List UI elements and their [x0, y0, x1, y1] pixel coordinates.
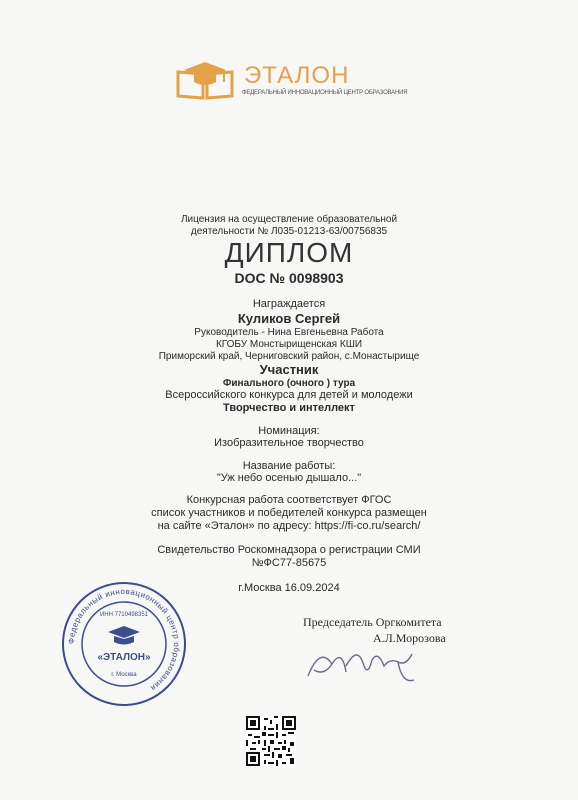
- qr-code: [246, 716, 296, 766]
- nomination-label: Номинация:: [258, 425, 320, 437]
- graduation-book-icon: [172, 58, 238, 102]
- chair-name: А.Л.Морозова: [373, 631, 446, 645]
- license-line-1: Лицензия на осуществление образовательной: [180, 214, 398, 225]
- logo-title: ЭТАЛОН: [244, 62, 350, 89]
- recipient-name: Куликов Сергей: [237, 311, 341, 326]
- work-label: Название работы:: [242, 460, 336, 472]
- role-title: Участник: [259, 362, 319, 377]
- stamp-city: г. Москва: [111, 672, 137, 678]
- chair-title: Председатель Оргкомитета: [303, 615, 442, 629]
- compliance-line-1: Конкурсная работа соответствует ФГОС: [186, 494, 392, 506]
- logo-subtitle: ФЕДЕРАЛЬНЫЙ ИННОВАЦИОННЫЙ ЦЕНТР ОБРАЗОВАНИЯ: [242, 90, 408, 96]
- document-number: DOC № 0098903: [234, 270, 344, 286]
- contest-line: Всероссийского конкурса для детей и молодежи: [165, 389, 413, 401]
- contest-name: Творчество и интеллект: [223, 402, 355, 414]
- place-date: г.Москва 16.09.2024: [238, 582, 340, 594]
- compliance-line-3: на сайте «Эталон» по адресу: https://fi-co.ru/search/: [157, 520, 421, 532]
- diploma-title: ДИПЛОМ: [224, 237, 354, 268]
- work-title: "Уж небо осенью дышало...": [216, 472, 362, 484]
- round-line: Финального (очного ) тура: [222, 378, 356, 389]
- compliance-line-2: список участников и победителей конкурса размещен: [151, 507, 427, 519]
- license-line-2: деятельности № Л035-01213-63/00756835: [190, 226, 388, 237]
- stamp-ring-text: Федеральный инновационный центр образования: [66, 586, 182, 693]
- registration-line-2: №ФС77-85675: [251, 557, 327, 569]
- registration-line-1: Свидетельство Роскомнадзора о регистрации СМИ: [157, 544, 421, 556]
- etalon-logo: [172, 58, 408, 102]
- location-line: Приморский край, Черниговский район, с.Монастырище: [158, 351, 420, 362]
- organization-stamp: [60, 580, 188, 708]
- nomination-value: Изобразительное творчество: [214, 437, 364, 449]
- stamp-center-text: «ЭТАЛОН»: [97, 652, 151, 663]
- handwritten-signature: [302, 636, 442, 686]
- supervisor-line: Руководитель - Нина Евгеньевна Работа: [194, 327, 384, 338]
- stamp-inn: ИНН 7710498351: [99, 612, 149, 618]
- awarded-label: Награждается: [252, 298, 326, 310]
- school-line: КГОБУ Монстырищенская КШИ: [215, 339, 363, 350]
